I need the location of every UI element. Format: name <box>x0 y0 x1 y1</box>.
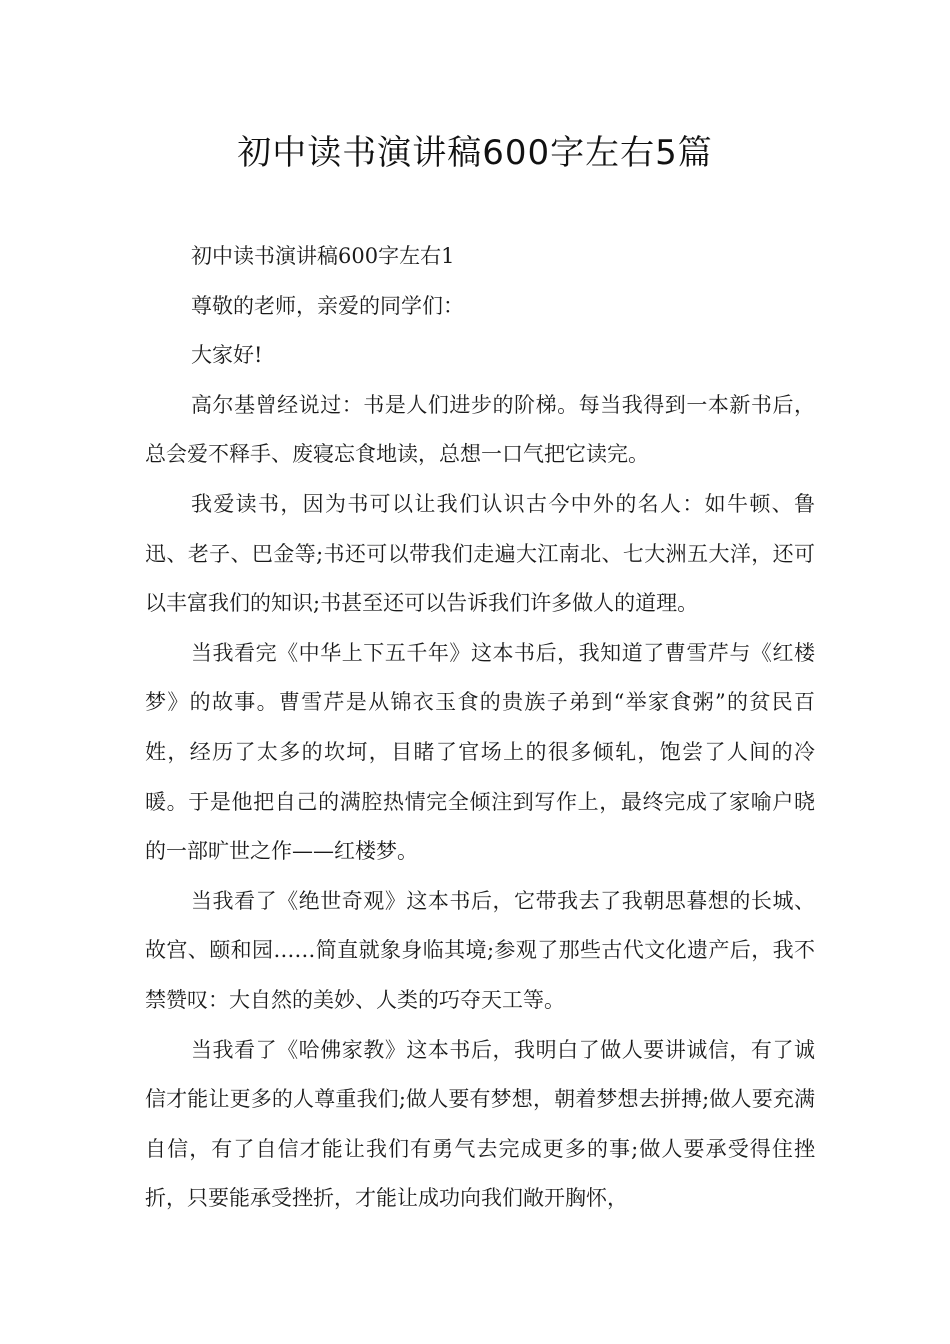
paragraph: 当我看了《绝世奇观》这本书后，它带我去了我朝思暮想的长城、故宫、颐和园……简直就象身临其境;参观了那些古代文化遗产后，我不禁赞叹：大自然的美妙、人类的巧夺天工等。 <box>145 888 815 1012</box>
paragraph: 当我看完《中华上下五千年》这本书后，我知道了曹雪芹与《红楼梦》的故事。曹雪芹是从锦衣玉食的贵族子弟到“举家食粥”的贫民百姓，经历了太多的坎坷，目睹了官场上的很多倾轧，饱尝了人间的冷暖。于是他把自己的满腔热情完全倾注到写作上，最终完成了家喻户晓的一部旷世之作——红楼梦。 <box>145 640 815 864</box>
paragraph: 高尔基曾经说过：书是人们进步的阶梯。每当我得到一本新书后，总会爱不释手、废寝忘食地读，总想一口气把它读完。 <box>145 392 815 467</box>
paragraph: 当我看了《哈佛家教》这本书后，我明白了做人要讲诚信，有了诚信才能让更多的人尊重我们;做人要有梦想，朝着梦想去拼搏;做人要充满自信，有了自信才能让我们有勇气去完成更多的事;做人要承受得住挫折，只要能承受挫折，才能让成功向我们敞开胸怀， <box>145 1037 815 1211</box>
greeting: 大家好! <box>191 343 263 368</box>
salutation: 尊敬的老师，亲爱的同学们： <box>191 293 464 318</box>
section-heading: 初中读书演讲稿600字左右1 <box>191 244 455 268</box>
document-body <box>145 232 815 1224</box>
document-title: 初中读书演讲稿600字左右5篇 <box>237 133 713 173</box>
paragraph: 我爱读书，因为书可以让我们认识古今中外的名人：如牛顿、鲁迅、老子、巴金等;书还可以带我们走遍大江南北、七大洲五大洋，还可以丰富我们的知识;书甚至还可以告诉我们许多做人的道理。 <box>145 491 815 616</box>
